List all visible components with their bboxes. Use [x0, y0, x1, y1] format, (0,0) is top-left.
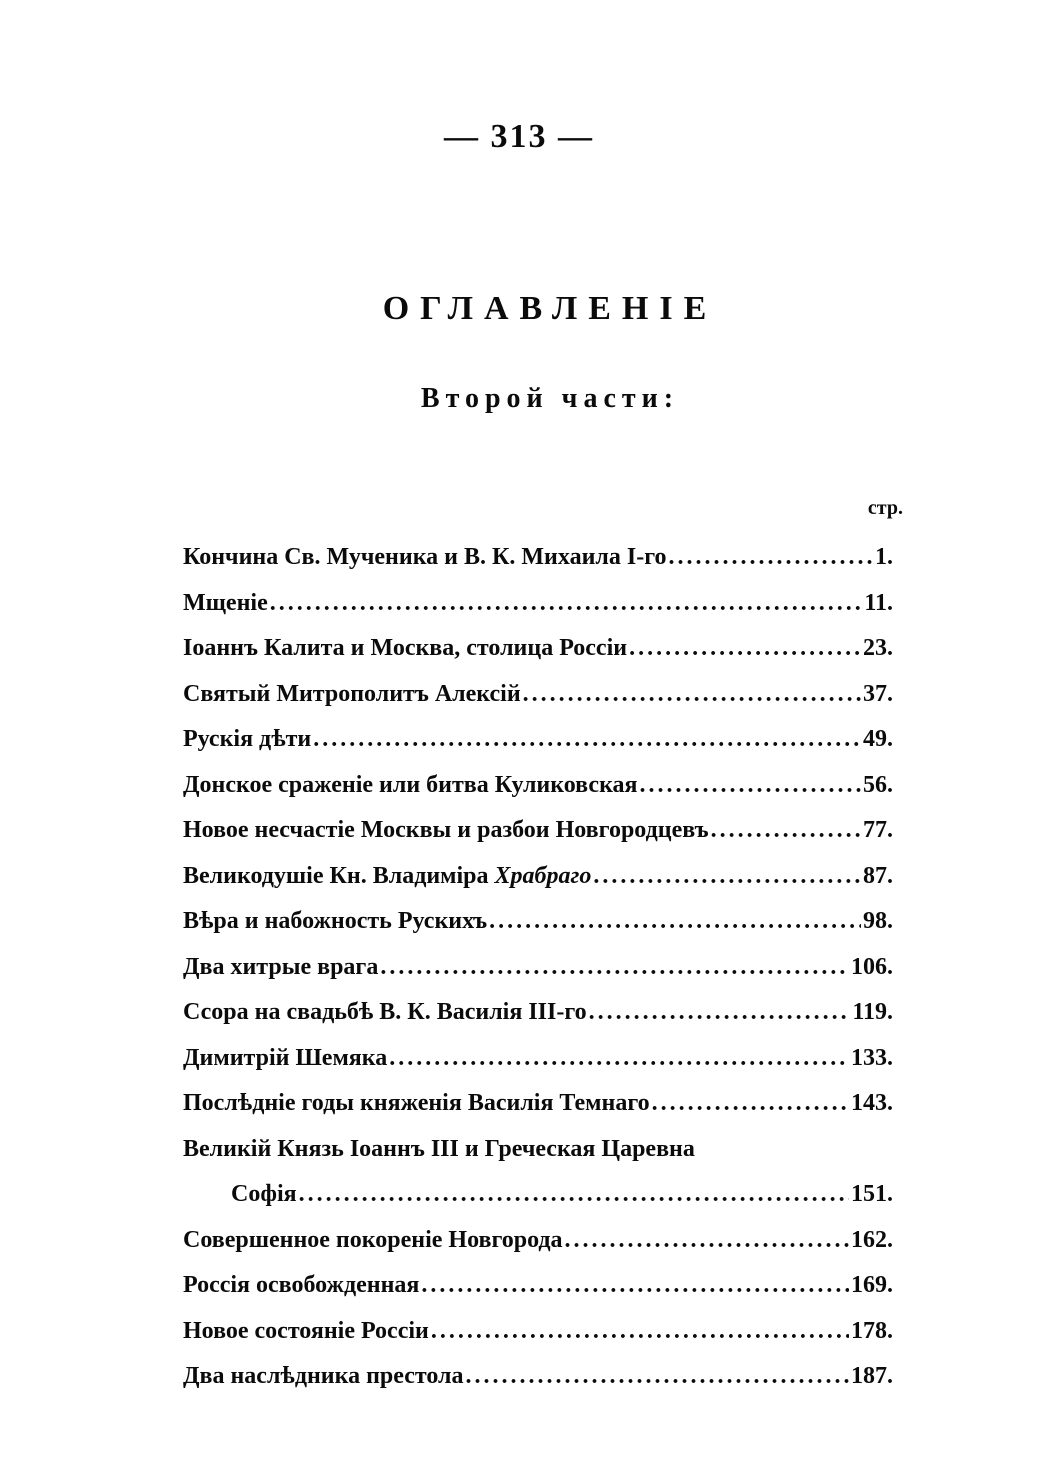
table-of-contents — [183, 535, 893, 1400]
toc-entry-title: Вѣра и набожность Рускихъ — [183, 908, 488, 934]
toc-entry-page: 187. — [851, 1363, 893, 1389]
toc-entry-page: 106. — [851, 953, 893, 980]
dot-leader — [652, 1081, 849, 1127]
dot-leader — [593, 854, 861, 900]
toc-entry — [183, 1354, 893, 1400]
toc-entry-page: 87. — [863, 862, 893, 889]
dot-leader — [669, 535, 874, 581]
toc-entry — [183, 1127, 893, 1173]
toc-entry-title-text: Великодушіе Кн. Владиміра — [183, 862, 489, 889]
toc-entry-title: Два наслѣдника престола — [183, 1363, 464, 1389]
toc-entry-title: Два хитрые врага — [183, 953, 379, 980]
toc-entry-title: Ссора на свадьбѣ В. К. Василія III-го — [183, 999, 587, 1025]
toc-entry — [183, 672, 893, 718]
dot-leader — [629, 626, 861, 672]
toc-entry-page: 162. — [851, 1226, 893, 1253]
dot-leader — [711, 808, 861, 854]
toc-entry-title: Новое состояніе Россіи — [183, 1317, 429, 1344]
toc-entry-title: Россія освобожденная — [183, 1272, 420, 1298]
toc-entry — [183, 581, 893, 627]
dot-leader — [431, 1309, 849, 1355]
toc-entry — [183, 535, 893, 581]
toc-entry — [183, 945, 893, 991]
dot-leader — [421, 1263, 849, 1309]
dot-leader — [523, 672, 861, 718]
dot-leader — [465, 1354, 849, 1400]
dot-leader — [640, 763, 861, 809]
page-subtitle: Второй части: — [420, 383, 680, 414]
toc-entry-page: 23. — [863, 635, 893, 661]
page-title: ОГЛАВЛЕНІЕ — [382, 290, 718, 327]
toc-entry-title: Кончина Св. Мученика и В. К. Михаила І-го — [183, 544, 667, 570]
toc-entry-title — [183, 854, 591, 900]
toc-entry-page: 133. — [851, 1044, 893, 1071]
toc-entry-title-italic: Храбраго — [494, 862, 592, 889]
toc-entry-page: 49. — [863, 726, 893, 752]
toc-entry-page: 1. — [875, 544, 893, 570]
toc-entry-title: Софія — [231, 1181, 297, 1207]
toc-entry — [183, 854, 893, 900]
toc-entry — [183, 899, 893, 945]
toc-entry — [183, 1309, 893, 1355]
toc-entry-title: Послѣдніе годы княженія Василія Темнаго — [183, 1090, 650, 1116]
toc-entry-title: Мщеніе — [183, 589, 268, 616]
toc-entry-continued — [183, 1172, 893, 1218]
toc-entry — [183, 1081, 893, 1127]
toc-entry-title: Рускія дѣти — [183, 726, 312, 752]
dot-leader — [313, 717, 861, 763]
dot-leader — [565, 1218, 849, 1264]
toc-entry-title: Донское сраженіе или битва Куликовская — [183, 771, 638, 798]
toc-entry-page: 11. — [864, 589, 893, 616]
dot-leader — [270, 581, 863, 627]
toc-entry-page: 56. — [863, 771, 893, 798]
toc-entry-page: 178. — [851, 1317, 893, 1344]
toc-entry — [183, 1263, 893, 1309]
toc-entry — [183, 1218, 893, 1264]
toc-entry-title: Новое несчастіе Москвы и разбои Новгородцевъ — [183, 817, 709, 843]
toc-entry — [183, 763, 893, 809]
page-number: — 313 — — [444, 118, 594, 155]
toc-entry-title: Совершенное покореніе Новгорода — [183, 1226, 563, 1253]
toc-entry — [183, 808, 893, 854]
toc-entry-page: 143. — [851, 1090, 893, 1116]
toc-entry-page: 77. — [863, 817, 893, 843]
toc-entry-page: 37. — [863, 680, 893, 707]
column-header-page: стр. — [867, 497, 903, 519]
toc-entry — [183, 1036, 893, 1082]
dot-leader — [380, 945, 849, 991]
toc-entry-title: Димитрій Шемяка — [183, 1044, 388, 1071]
toc-entry — [183, 717, 893, 763]
toc-entry-page: 169. — [851, 1272, 893, 1298]
toc-entry-title: Великій Князь Іоаннъ III и Греческая Царевна — [183, 1135, 695, 1162]
dot-leader — [389, 1036, 849, 1082]
toc-entry — [183, 990, 893, 1036]
toc-entry-page: 151. — [851, 1181, 893, 1207]
dot-leader — [589, 990, 851, 1036]
toc-entry-title: Іоаннъ Калита и Москва, столица Россіи — [183, 635, 628, 661]
toc-entry-title: Святый Митрополитъ Алексій — [183, 680, 521, 707]
dot-leader — [299, 1172, 849, 1218]
toc-entry-page: 119. — [852, 999, 893, 1025]
toc-entry-page: 98. — [863, 908, 893, 934]
dot-leader — [489, 899, 861, 945]
toc-entry — [183, 626, 893, 672]
